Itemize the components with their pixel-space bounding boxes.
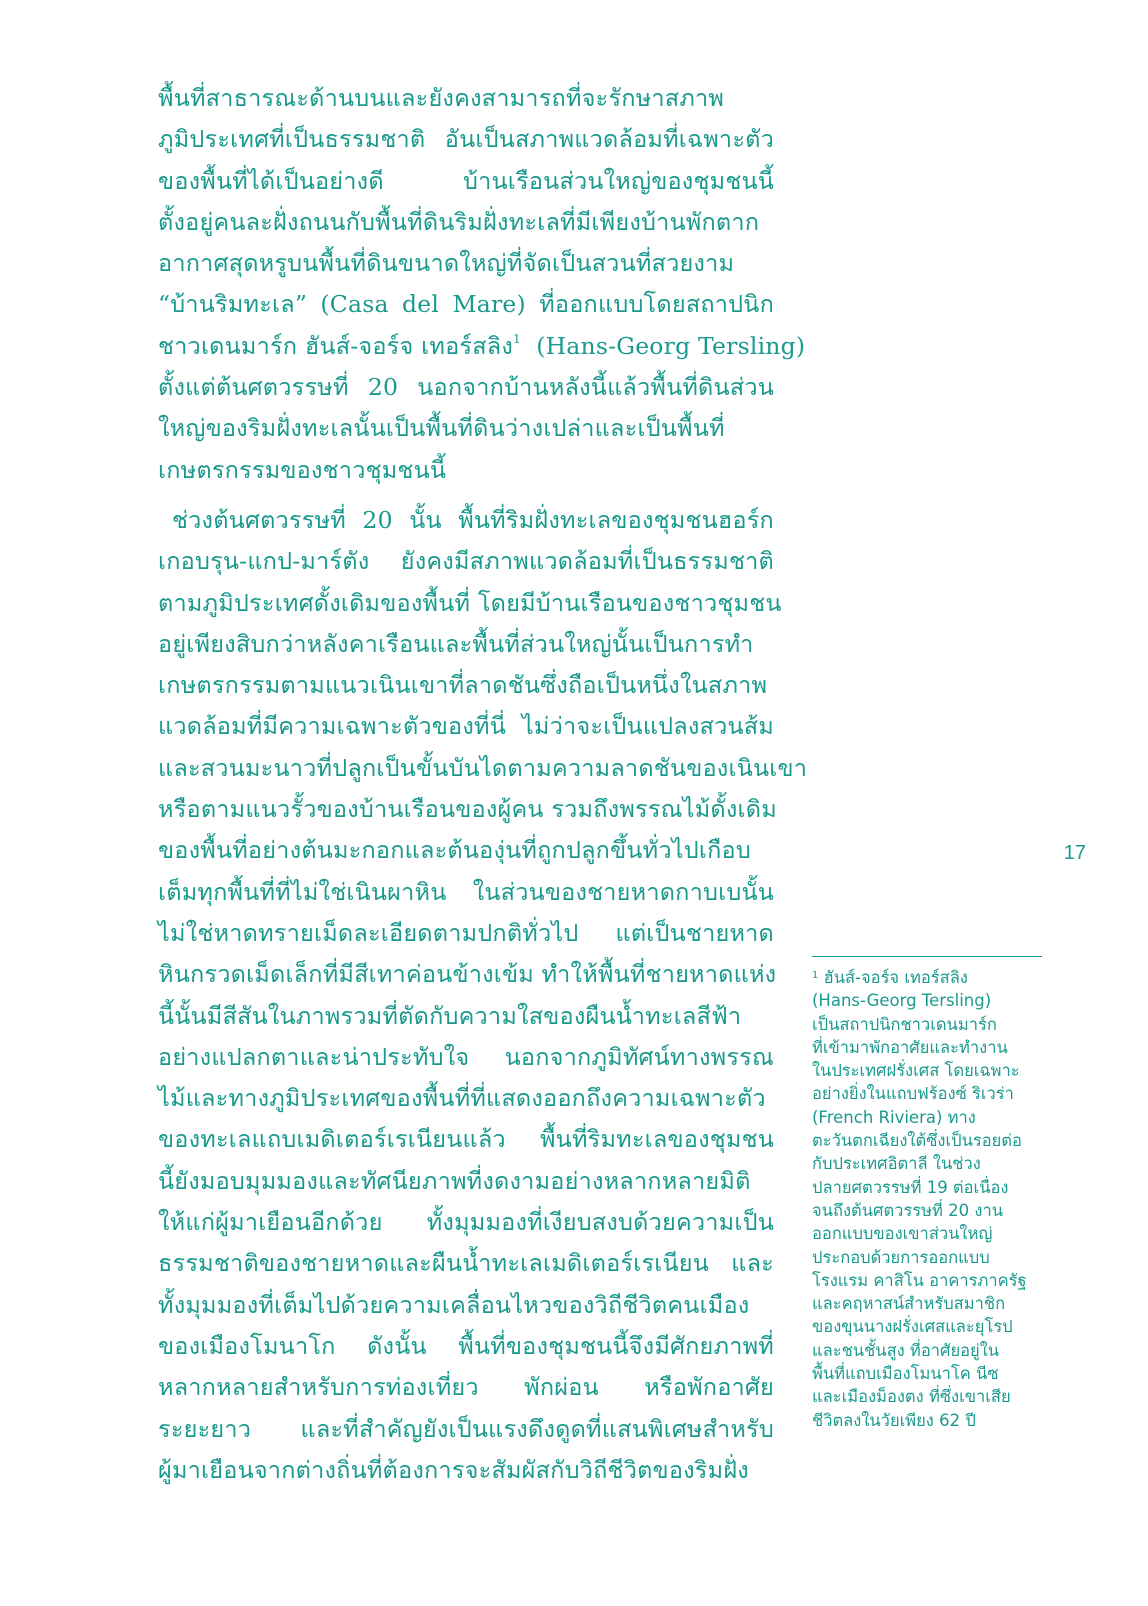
text-segment: (Hans-Georg Tersling) [520, 331, 806, 360]
text-line: ใหญ่ของริมฝั่งทะเลนั้นเป็นพื้นที่ดินว่างเปล่าและเป็นพื้นที่ [158, 414, 725, 443]
text-line: เต็มทุกพื้นที่ที่ไม่ใช่เนินผาหิน ในส่วนของชายหาดกาบเบนั้น [158, 877, 774, 906]
text-line: ของพื้นที่ได้เป็นอย่างดี บ้านเรือนส่วนใหญ่ของชุมชนนี้ [158, 166, 774, 195]
text-line: หรือตามแนวรั้วของบ้านเรือนของผู้คน รวมถึงพรรณไม้ดั้งเดิม [158, 795, 777, 824]
text-line-with-footnote-ref [158, 326, 806, 367]
footnote-line: โรงแรม คาสิโน อาคารภาครัฐ [812, 1270, 1027, 1290]
footnote [812, 966, 1048, 1432]
text-line: หลากหลายสำหรับการท่องเที่ยว พักผ่อน หรือพักอาศัย [158, 1373, 774, 1402]
paragraph-gap [158, 491, 774, 500]
text-line: ตั้งแต่ต้นศตวรรษที่ 20 นอกจากบ้านหลังนี้แล้วพื้นที่ดินส่วน [158, 373, 774, 402]
footnote-line: ตะวันตกเฉียงใต้ซึ่งเป็นรอยต่อ [812, 1131, 1022, 1151]
footnote-line: ที่เข้ามาพักอาศัยและทำงาน [812, 1037, 1008, 1057]
text-line: พื้นที่สาธารณะด้านบนและยังคงสามารถที่จะรักษาสภาพ [158, 84, 725, 112]
text-line: และสวนมะนาวที่ปลูกเป็นขั้นบันไดตามความลาดชันของเนินเขา [158, 753, 808, 782]
footnote-line: และชนชั้นสูง ที่อาศัยอยู่ใน [812, 1340, 1000, 1360]
text-line: เกษตรกรรมของชาวชุมชนนี้ [158, 455, 447, 484]
body-text [158, 78, 808, 1491]
text-line: ผู้มาเยือนจากต่างถิ่นที่ต้องการจะสัมผัสกับวิถีชีวิตของริมฝั่ง [158, 1455, 749, 1484]
text-line: ของเมืองโมนาโก ดังนั้น พื้นที่ของชุมชนนี้จึงมีศักยภาพที่ [158, 1331, 774, 1360]
paragraph-2 [158, 500, 808, 1491]
footnote-line: จนถึงต้นศตวรรษที่ 20 งาน [812, 1200, 1004, 1220]
footnote-line: กับประเทศอิตาลี ในช่วง [812, 1154, 981, 1174]
text-line: แวดล้อมที่มีความเฉพาะตัวของที่นี่ ไม่ว่าจะเป็นแปลงสวนส้ม [158, 712, 774, 741]
text-line: หินกรวดเม็ดเล็กที่มีสีเทาค่อนข้างเข้ม ทำให้พื้นที่ชายหาดแห่ง [158, 960, 777, 989]
footnote-line: พื้นที่แถบเมืองโมนาโค นีซ [812, 1364, 999, 1384]
text-line: ระยะยาว และที่สำคัญยังเป็นแรงดึงดูดที่แสนพิเศษสำหรับ [158, 1414, 774, 1443]
footnote-number: 1 [812, 970, 819, 981]
text-line: ธรรมชาติของชายหาดและผืนน้ำทะเลเมดิเตอร์เรเนียน และ [158, 1249, 774, 1278]
text-line: ของพื้นที่อย่างต้นมะกอกและต้นองุ่นที่ถูกปลูกขึ้นทั่วไปเกือบ [158, 836, 751, 865]
page-number: 17 [1063, 842, 1086, 864]
footnote-line: (French Riviera) ทาง [812, 1107, 976, 1127]
text-fragment: ชาวเดนมาร์ก ฮันส์-จอร์จ เทอร์สลิง [158, 331, 514, 360]
text-line: ช่วงต้นศตวรรษที่ 20 นั้น พื้นที่ริมฝั่งทะเลของชุมชนฮอร์ก [172, 505, 774, 534]
text-line: ตามภูมิประเทศดั้งเดิมของพื้นที่ โดยมีบ้านเรือนของชาวชุมชน [158, 588, 782, 617]
text-line: นี้ยังมอบมุมมองและทัศนียภาพที่งดงามอย่างหลากหลายมิติ [158, 1166, 751, 1195]
footnote-line: อย่างยิ่งในแถบฟร้องซ์ ริเวร่า [812, 1084, 1014, 1104]
text-line: เกอบรุน-แกป-มาร์ตัง ยังคงมีสภาพแวดล้อมที่เป็นธรรมชาติ [158, 547, 774, 576]
text-line: อยู่เพียงสิบกว่าหลังคาเรือนและพื้นที่ส่วนใหญ่นั้นเป็นการทำ [158, 629, 754, 658]
footnote-divider [812, 956, 1042, 957]
footnote-line: ชีวิตลงในวัยเพียง 62 ปี [812, 1410, 976, 1430]
text-line: ของทะเลแถบเมดิเตอร์เรเนียนแล้ว พื้นที่ริมทะเลของชุมชน [158, 1125, 774, 1154]
text-line: ไม้และทางภูมิประเทศของพื้นที่ที่แสดงออกถึงความเฉพาะตัว [158, 1084, 766, 1113]
footnote-line: และคฤหาสน์สำหรับสมาชิก [812, 1294, 1006, 1314]
footnote-reference: 1 [513, 331, 521, 346]
footnote-text: ฮันส์-จอร์จ เทอร์สลิง [818, 968, 968, 987]
text-line: อากาศสุดหรูบนพื้นที่ดินขนาดใหญ่ที่จัดเป็นสวนที่สวยงาม [158, 249, 735, 278]
footnote-line: (Hans-Georg Tersling) [812, 991, 992, 1011]
text-line: ทั้งมุมมองที่เต็มไปด้วยความเคลื่อนไหวของวิถีชีวิตคนเมือง [158, 1290, 750, 1319]
paragraph-1 [158, 78, 806, 491]
text-line: ไม่ใช่หาดทรายเม็ดละเอียดตามปกติทั่วไป แต่เป็นชายหาด [158, 918, 774, 947]
footnote-line: เป็นสถาปนิกชาวเดนมาร์ก [812, 1014, 997, 1034]
text-line: เกษตรกรรมตามแนวเนินเขาที่ลาดชันซึ่งถือเป็นหนึ่งในสภาพ [158, 671, 768, 700]
footnote-line: ปลายศตวรรษที่ 19 ต่อเนื่อง [812, 1177, 1009, 1197]
footnote-first-line [812, 966, 1048, 989]
footnote-line: ประกอบด้วยการออกแบบ [812, 1247, 990, 1267]
text-line: อย่างแปลกตาและน่าประทับใจ นอกจากภูมิทัศน์ทางพรรณ [158, 1042, 774, 1071]
footnote-line: ของขุนนางฝรั่งเศสและยุโรป [812, 1317, 1013, 1337]
text-line: ให้แก่ผู้มาเยือนอีกด้วย ทั้งมุมมองที่เงียบสงบด้วยความเป็น [158, 1208, 774, 1237]
text-line: “บ้านริมทะเล” (Casa del Mare) ที่ออกแบบโดยสถาปนิก [158, 290, 774, 319]
footnote-line: และเมืองม็องตง ที่ซึ่งเขาเสีย [812, 1387, 1011, 1407]
text-line: นี้นั้นมีสีสันในภาพรวมที่ตัดกับความใสของผืนน้ำทะเลสีฟ้า [158, 1001, 742, 1030]
footnote-line: ออกแบบของเขาส่วนใหญ่ [812, 1224, 993, 1244]
text-line: ตั้งอยู่คนละฝั่งถนนกับพื้นที่ดินริมฝั่งทะเลที่มีเพียงบ้านพักตาก [158, 207, 760, 236]
text-segment [158, 326, 521, 367]
text-line: ภูมิประเทศที่เป็นธรรมชาติ อันเป็นสภาพแวดล้อมที่เฉพาะตัว [158, 125, 774, 154]
footnote-line: ในประเทศฝรั่งเศส โดยเฉพาะ [812, 1061, 1020, 1081]
